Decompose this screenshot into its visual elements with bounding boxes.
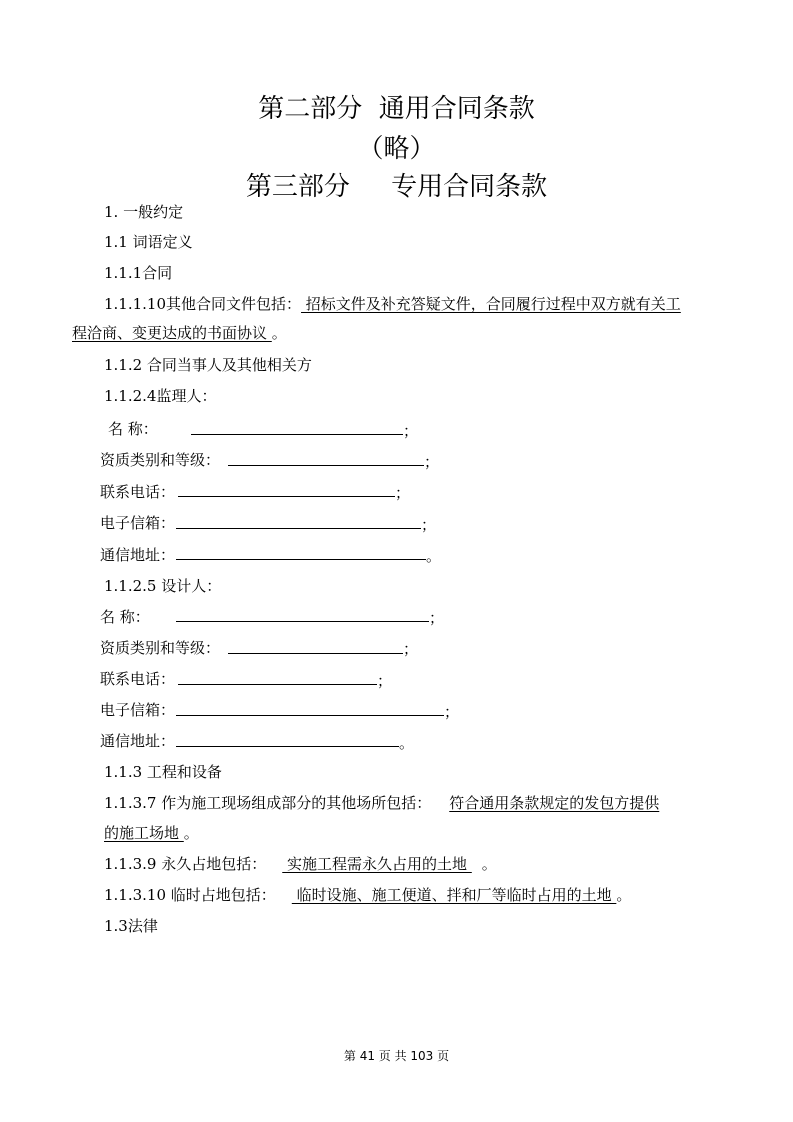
designer-email-end: ； xyxy=(444,703,460,721)
temporary-value: 临时设施、施工便道、拌和厂等临时占用的土地 xyxy=(291,886,617,904)
designer-name-input[interactable] xyxy=(176,621,429,622)
other-docs-label: 1.1.1.10其他合同文件包括： xyxy=(104,295,302,313)
supervisor-address-end: 。 xyxy=(426,547,442,565)
supervisor-email-label: 电子信箱： xyxy=(100,514,176,532)
supervisor-qualification-end: ； xyxy=(424,453,440,471)
supervisor-name-label: 名 称： xyxy=(108,420,158,438)
permanent-value: 实施工程需永久占用的土地 xyxy=(282,855,472,873)
section-contract: 1.1.1合同 xyxy=(104,264,173,282)
supervisor-qualification-label: 资质类别和等级： xyxy=(100,451,221,469)
page-footer: 第 41 页 共 103 页 xyxy=(343,1049,450,1063)
designer-phone-end: ； xyxy=(377,672,393,690)
designer-qualification-input[interactable] xyxy=(228,653,403,654)
designer-address-label: 通信地址： xyxy=(100,732,176,750)
part3-title: 第三部分 专用合同条款 xyxy=(245,172,548,202)
section-designer: 1.1.2.5 设计人： xyxy=(104,577,222,595)
designer-name-end: ； xyxy=(429,609,445,627)
designer-address-input[interactable] xyxy=(176,746,399,747)
site-end: 。 xyxy=(183,824,199,842)
supervisor-phone-label: 联系电话： xyxy=(100,483,176,501)
supervisor-phone-end: ； xyxy=(395,484,411,502)
permanent-land-clause xyxy=(104,853,497,875)
other-docs-end: 。 xyxy=(271,324,287,342)
temporary-end: 。 xyxy=(616,886,632,904)
supervisor-qualification-input[interactable] xyxy=(228,465,424,466)
site-continuation xyxy=(104,822,199,844)
designer-address-end: 。 xyxy=(399,734,415,752)
designer-phone-label: 联系电话： xyxy=(100,670,176,688)
temporary-label: 1.1.3.10 临时占地包括： xyxy=(104,886,276,904)
supervisor-phone-input[interactable] xyxy=(178,496,395,497)
section-general: 1. 一般约定 xyxy=(104,203,184,221)
other-docs-continuation xyxy=(72,322,287,344)
omitted-note: （略） xyxy=(357,134,436,164)
supervisor-email-input[interactable] xyxy=(176,528,421,529)
site-value-1: 符合通用条款规定的发包方提供 xyxy=(449,794,660,812)
designer-qualification-end: ； xyxy=(403,640,419,658)
supervisor-name-end: ； xyxy=(403,422,419,440)
part2-title: 第二部分 通用合同条款 xyxy=(258,94,535,124)
designer-name-label: 名 称： xyxy=(100,608,150,626)
other-docs-value-1: 招标文件及补充答疑文件，合同履行过程中双方就有关工 xyxy=(301,295,681,313)
supervisor-address-label: 通信地址： xyxy=(100,546,176,564)
section-law: 1.3法律 xyxy=(104,917,158,935)
other-docs-value-2: 程洽商、变更达成的书面协议 xyxy=(72,324,272,342)
section-parties: 1.1.2 合同当事人及其他相关方 xyxy=(104,356,312,374)
supervisor-name-input[interactable] xyxy=(191,434,403,435)
section-definitions: 1.1 词语定义 xyxy=(104,233,193,251)
permanent-end: 。 xyxy=(481,855,497,873)
permanent-label: 1.1.3.9 永久占地包括： xyxy=(104,855,267,873)
site-value-2: 的施工场地 xyxy=(104,824,184,842)
designer-email-label: 电子信箱： xyxy=(100,701,176,719)
supervisor-address-input[interactable] xyxy=(176,559,426,560)
supervisor-email-end: ； xyxy=(421,516,437,534)
temporary-land-clause xyxy=(104,884,631,906)
section-supervisor: 1.1.2.4监理人： xyxy=(104,387,217,405)
section-works: 1.1.3 工程和设备 xyxy=(104,763,222,781)
other-docs-clause xyxy=(104,293,681,315)
designer-qualification-label: 资质类别和等级： xyxy=(100,639,221,657)
site-clause xyxy=(104,792,659,814)
designer-phone-input[interactable] xyxy=(178,684,377,685)
site-label: 1.1.3.7 作为施工现场组成部分的其他场所包括： xyxy=(104,794,432,812)
designer-email-input[interactable] xyxy=(176,715,444,716)
